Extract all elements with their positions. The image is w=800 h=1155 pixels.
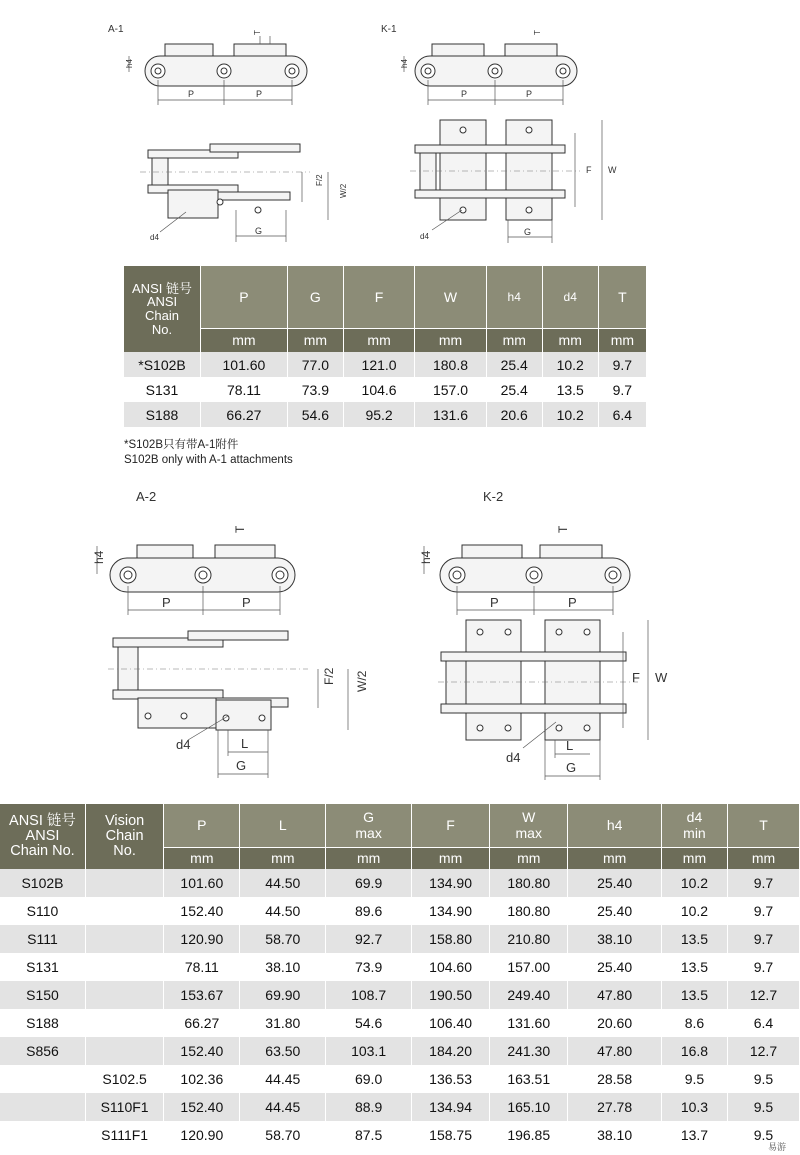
table-row xyxy=(0,1065,800,1093)
dim-t-label: T xyxy=(556,525,570,533)
watermark-text: 易游 xyxy=(767,1142,786,1152)
table-cell: 25.40 xyxy=(568,897,662,925)
spec-table-2 xyxy=(0,804,800,1149)
column-header: h4 xyxy=(486,266,542,328)
diagram-a2-side xyxy=(85,520,315,620)
header-line: Chain xyxy=(105,827,144,844)
dim-p-label: P xyxy=(526,89,533,99)
table-cell: 158.80 xyxy=(412,925,490,953)
table-cell xyxy=(85,981,163,1009)
header-line: max xyxy=(355,825,382,842)
header-line: T xyxy=(759,817,768,834)
table-row xyxy=(0,869,800,897)
table-row xyxy=(0,953,800,981)
column-header xyxy=(412,804,490,847)
column-header xyxy=(326,804,412,847)
table-cell: 184.20 xyxy=(412,1037,490,1065)
diagram-a1-top xyxy=(140,130,348,250)
table2-vision-header xyxy=(85,804,163,869)
table-cell: 165.10 xyxy=(490,1093,568,1121)
table1-name-header xyxy=(124,266,201,352)
table-cell: 66.27 xyxy=(164,1009,240,1037)
table-cell: 9.5 xyxy=(727,1065,799,1093)
dim-p-label: P xyxy=(242,595,251,610)
table-cell: 102.36 xyxy=(164,1065,240,1093)
table-cell: 134.90 xyxy=(412,897,490,925)
table-cell: 69.90 xyxy=(240,981,326,1009)
table-cell: 8.6 xyxy=(661,1009,727,1037)
table-cell: 103.1 xyxy=(326,1037,412,1065)
table-cell: 66.27 xyxy=(201,402,288,427)
dim-p-label: P xyxy=(256,89,263,99)
unit-cell: mm xyxy=(412,847,490,869)
diagram-k2-side xyxy=(410,520,640,620)
table-cell: 157.0 xyxy=(415,377,486,402)
table-row xyxy=(124,377,647,402)
header-line: ANSI 链号 xyxy=(9,812,76,829)
unit-cell: mm xyxy=(727,847,799,869)
column-header: F xyxy=(343,266,414,328)
unit-cell: mm xyxy=(490,847,568,869)
table-cell: 9.5 xyxy=(727,1121,799,1149)
table-cell: 6.4 xyxy=(727,1009,799,1037)
table-cell: 12.7 xyxy=(727,1037,799,1065)
table-cell: 157.00 xyxy=(490,953,568,981)
table-row xyxy=(0,1093,800,1121)
table-cell: S131 xyxy=(0,953,85,981)
dim-t-label: T xyxy=(253,30,262,35)
header-line: No. xyxy=(151,321,173,337)
table-row xyxy=(124,402,647,427)
table-cell: 69.9 xyxy=(326,869,412,897)
table-cell: 73.9 xyxy=(326,953,412,981)
table-cell: S188 xyxy=(0,1009,85,1037)
dim-h4-label: h4 xyxy=(125,59,134,68)
table-cell: S102B xyxy=(0,869,85,897)
unit-cell: mm xyxy=(568,847,662,869)
table-cell: 153.67 xyxy=(164,981,240,1009)
table-cell: 131.60 xyxy=(490,1009,568,1037)
dim-d4-label: d4 xyxy=(150,233,159,242)
diagram-a1-side xyxy=(120,20,320,115)
table-cell: 249.40 xyxy=(490,981,568,1009)
unit-cell: mm xyxy=(201,328,288,352)
dim-p-label: P xyxy=(188,89,195,99)
table-row xyxy=(0,897,800,925)
table-cell xyxy=(0,1065,85,1093)
table-cell: 190.50 xyxy=(412,981,490,1009)
table-cell: 180.8 xyxy=(415,352,486,377)
diagram-k2-label: K-2 xyxy=(483,489,504,504)
dim-p-label: P xyxy=(490,595,499,610)
unit-cell: mm xyxy=(343,328,414,352)
table-cell: 9.7 xyxy=(727,953,799,981)
spec-table-1 xyxy=(124,266,647,427)
dim-d4-label: d4 xyxy=(420,232,429,241)
table-cell: 180.80 xyxy=(490,869,568,897)
dim-w-label: W xyxy=(608,165,617,175)
table-cell: 104.6 xyxy=(343,377,414,402)
dim-d4-label: d4 xyxy=(506,750,521,765)
table-cell xyxy=(85,925,163,953)
table-cell: 20.6 xyxy=(486,402,542,427)
table-cell: 152.40 xyxy=(164,1037,240,1065)
dim-p-label: P xyxy=(461,89,468,99)
table-cell: 69.0 xyxy=(326,1065,412,1093)
table-cell: 106.40 xyxy=(412,1009,490,1037)
table-cell: 38.10 xyxy=(240,953,326,981)
unit-cell: mm xyxy=(415,328,486,352)
table-cell: S111F1 xyxy=(85,1121,163,1149)
table-cell: 58.70 xyxy=(240,1121,326,1149)
dim-l-label: L xyxy=(241,736,249,751)
table-cell: 54.6 xyxy=(326,1009,412,1037)
table-cell: 152.40 xyxy=(164,897,240,925)
table-cell xyxy=(85,1009,163,1037)
note-cn: *S102B只有带A-1附件 xyxy=(124,439,239,451)
table-cell xyxy=(0,1121,85,1149)
table-cell: S111 xyxy=(0,925,85,953)
table-cell: 87.5 xyxy=(326,1121,412,1149)
table-cell: 120.90 xyxy=(164,925,240,953)
table-cell: 27.78 xyxy=(568,1093,662,1121)
dim-d4-label: d4 xyxy=(176,737,191,752)
table-cell: 131.6 xyxy=(415,402,486,427)
table2-name-header xyxy=(0,804,85,869)
header-line: ANSI xyxy=(25,827,60,844)
table-cell xyxy=(0,1093,85,1121)
dim-t-label: T xyxy=(533,30,542,35)
table-cell: 13.7 xyxy=(661,1121,727,1149)
column-header xyxy=(240,804,326,847)
table-cell: 25.4 xyxy=(486,352,542,377)
unit-cell: mm xyxy=(287,328,343,352)
column-header: T xyxy=(598,266,646,328)
table-cell: 47.80 xyxy=(568,981,662,1009)
header-line: W xyxy=(522,809,536,826)
table-cell: S110F1 xyxy=(85,1093,163,1121)
diagram-a2-top xyxy=(108,628,369,783)
dim-g-label: G xyxy=(566,760,577,775)
table-cell: 25.4 xyxy=(486,377,542,402)
table-cell: 77.0 xyxy=(287,352,343,377)
table-cell: 152.40 xyxy=(164,1093,240,1121)
column-header xyxy=(661,804,727,847)
table-cell xyxy=(85,897,163,925)
header-line: max xyxy=(515,825,542,842)
table-cell: 101.60 xyxy=(201,352,288,377)
table-cell: *S102B xyxy=(124,352,201,377)
unit-cell: mm xyxy=(542,328,598,352)
table-cell: 6.4 xyxy=(598,402,646,427)
table-cell: 38.10 xyxy=(568,1121,662,1149)
table-cell: 44.45 xyxy=(240,1065,326,1093)
header-line: h4 xyxy=(606,817,623,834)
table-cell: 10.2 xyxy=(661,869,727,897)
table-cell: S856 xyxy=(0,1037,85,1065)
diagram-k1-top xyxy=(410,115,620,245)
table-row xyxy=(0,1121,800,1149)
unit-cell: mm xyxy=(486,328,542,352)
column-header: W xyxy=(415,266,486,328)
header-line: P xyxy=(197,817,207,834)
table-cell: 104.60 xyxy=(412,953,490,981)
column-header: P xyxy=(201,266,288,328)
table1-body xyxy=(124,352,647,427)
dim-f2-label: F/2 xyxy=(322,667,336,685)
table-cell: 20.60 xyxy=(568,1009,662,1037)
table-cell: 44.50 xyxy=(240,869,326,897)
table-cell: 163.51 xyxy=(490,1065,568,1093)
table-cell xyxy=(85,869,163,897)
dim-f2-label: F/2 xyxy=(315,174,324,186)
dim-f-label: F xyxy=(632,670,640,685)
table-cell: 92.7 xyxy=(326,925,412,953)
column-header xyxy=(490,804,568,847)
column-header xyxy=(568,804,662,847)
header-line: F xyxy=(446,817,455,834)
dim-g-label: G xyxy=(255,226,263,236)
unit-cell: mm xyxy=(598,328,646,352)
table-cell: 25.40 xyxy=(568,953,662,981)
column-header xyxy=(727,804,799,847)
diagram-k1-side xyxy=(395,20,595,115)
table-cell: 108.7 xyxy=(326,981,412,1009)
table-cell: 9.7 xyxy=(598,377,646,402)
header-line: ANSI xyxy=(146,294,178,310)
diagram-k1-label: K-1 xyxy=(381,24,397,35)
table2-body xyxy=(0,869,800,1149)
table-cell: 28.58 xyxy=(568,1065,662,1093)
table-cell: 120.90 xyxy=(164,1121,240,1149)
table-cell: 241.30 xyxy=(490,1037,568,1065)
table-cell: 63.50 xyxy=(240,1037,326,1065)
table-cell: 31.80 xyxy=(240,1009,326,1037)
table-cell: S188 xyxy=(124,402,201,427)
table-cell: 10.2 xyxy=(542,402,598,427)
table-cell: 38.10 xyxy=(568,925,662,953)
table-cell: 10.3 xyxy=(661,1093,727,1121)
table-cell: 54.6 xyxy=(287,402,343,427)
dim-w-label: W xyxy=(655,670,668,685)
table-cell: 134.94 xyxy=(412,1093,490,1121)
table-cell: 158.75 xyxy=(412,1121,490,1149)
unit-cell: mm xyxy=(240,847,326,869)
table-cell: 9.7 xyxy=(727,925,799,953)
header-line: G xyxy=(363,809,375,826)
table-cell: 13.5 xyxy=(661,981,727,1009)
table-cell: 180.80 xyxy=(490,897,568,925)
table-row xyxy=(124,352,647,377)
dim-g-label: G xyxy=(236,758,247,773)
table-cell: 95.2 xyxy=(343,402,414,427)
table-cell: S150 xyxy=(0,981,85,1009)
table-cell: 89.6 xyxy=(326,897,412,925)
dim-w2-label: W/2 xyxy=(355,670,369,692)
header-line: Chain xyxy=(145,308,179,323)
table-cell: 9.7 xyxy=(727,869,799,897)
unit-cell: mm xyxy=(661,847,727,869)
dim-l-label: L xyxy=(566,738,574,753)
header-line: min xyxy=(683,825,706,842)
table-cell: 101.60 xyxy=(164,869,240,897)
header-line: d4 xyxy=(686,809,703,826)
header-line: Vision xyxy=(104,812,145,829)
header-line: Chain No. xyxy=(10,843,75,860)
table-cell xyxy=(85,1037,163,1065)
dim-g-label: G xyxy=(524,227,532,237)
table-cell: 16.8 xyxy=(661,1037,727,1065)
diagram-k2-top xyxy=(438,618,678,783)
table-cell: 10.2 xyxy=(542,352,598,377)
table-cell: S131 xyxy=(124,377,201,402)
table-cell: 88.9 xyxy=(326,1093,412,1121)
unit-cell: mm xyxy=(326,847,412,869)
table-cell: 196.85 xyxy=(490,1121,568,1149)
header-line: ANSI 链号 xyxy=(132,280,192,296)
column-header: d4 xyxy=(542,266,598,328)
table-cell: 13.5 xyxy=(542,377,598,402)
table-cell xyxy=(85,953,163,981)
table-cell: 9.7 xyxy=(727,897,799,925)
table-cell: 136.53 xyxy=(412,1065,490,1093)
dim-f-label: F xyxy=(586,165,592,175)
table-row xyxy=(0,1009,800,1037)
unit-cell: mm xyxy=(164,847,240,869)
table-row xyxy=(0,981,800,1009)
dim-w2-label: W/2 xyxy=(339,183,348,198)
table-cell: 9.5 xyxy=(727,1093,799,1121)
dim-h4-label: h4 xyxy=(92,550,106,564)
table-cell: 47.80 xyxy=(568,1037,662,1065)
table-row xyxy=(0,925,800,953)
table-cell: 10.2 xyxy=(661,897,727,925)
table-cell: 9.7 xyxy=(598,352,646,377)
table-cell: 9.5 xyxy=(661,1065,727,1093)
column-header xyxy=(164,804,240,847)
table-cell: S102.5 xyxy=(85,1065,163,1093)
dim-p-label: P xyxy=(568,595,577,610)
table-cell: 210.80 xyxy=(490,925,568,953)
table-cell: 12.7 xyxy=(727,981,799,1009)
dim-h4-label: h4 xyxy=(419,550,433,564)
table-cell: 78.11 xyxy=(201,377,288,402)
diagram-a1-label: A-1 xyxy=(108,24,124,35)
table-cell: 78.11 xyxy=(164,953,240,981)
table-cell: 25.40 xyxy=(568,869,662,897)
table-cell: 44.45 xyxy=(240,1093,326,1121)
table-cell: S110 xyxy=(0,897,85,925)
table-cell: 13.5 xyxy=(661,953,727,981)
table-cell: 13.5 xyxy=(661,925,727,953)
table-cell: 121.0 xyxy=(343,352,414,377)
header-line: L xyxy=(278,817,287,834)
table-cell: 73.9 xyxy=(287,377,343,402)
table-row xyxy=(0,1037,800,1065)
column-header: G xyxy=(287,266,343,328)
table-cell: 58.70 xyxy=(240,925,326,953)
diagram-a2-label: A-2 xyxy=(136,489,157,504)
dim-p-label: P xyxy=(162,595,171,610)
dim-h4-label: h4 xyxy=(400,59,409,68)
table-cell: 44.50 xyxy=(240,897,326,925)
note-en: S102B only with A-1 attachments xyxy=(124,454,293,466)
table-cell: 134.90 xyxy=(412,869,490,897)
dim-t-label: T xyxy=(233,525,247,533)
header-line: No. xyxy=(113,843,136,860)
